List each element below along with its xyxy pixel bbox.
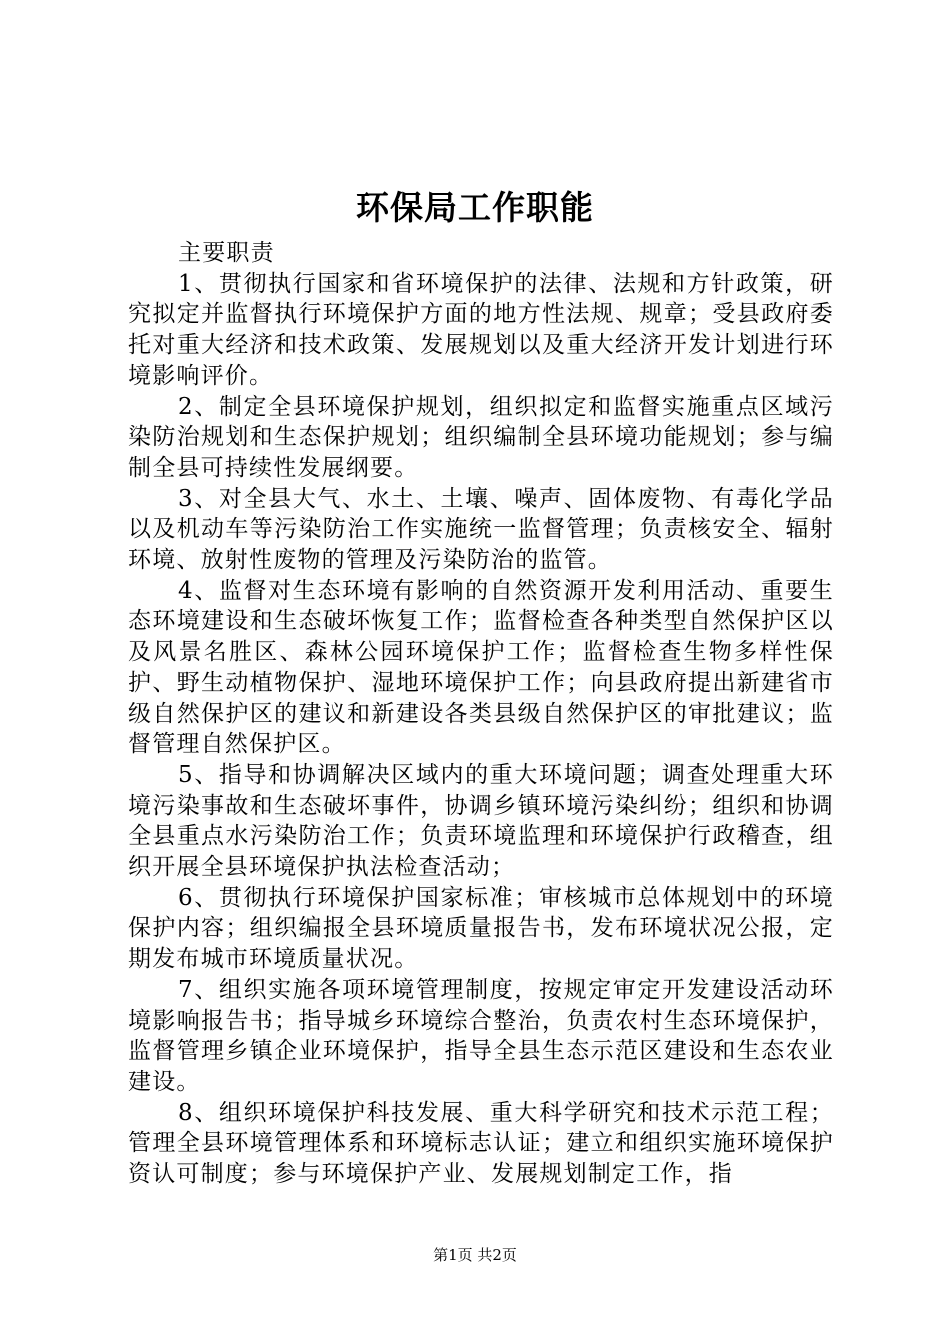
paragraph-1: 1、贯彻执行国家和省环境保护的法律、法规和方针政策，研究拟定并监督执行环境保护方面的地方性法规、规章；受县政府委托对重大经济和技术政策、发展规划以及重大经济开发计划进行环境影响评价。 <box>128 270 834 389</box>
paragraph-8: 8、组织环境保护科技发展、重大科学研究和技术示范工程；管理全县环境管理体系和环境标志认证；建立和组织实施环境保护资认可制度；参与环境保护产业、发展规划制定工作，指 <box>128 1099 834 1188</box>
paragraph-7: 7、组织实施各项环境管理制度，按规定审定开发建设活动环境影响报告书；指导城乡环境综合整治，负责农村生态环境保护，监督管理乡镇企业环境保护，指导全县生态示范区建设和生态农业建设。 <box>128 976 834 1095</box>
paragraph-2: 2、制定全县环境保护规划，组织拟定和监督实施重点区域污染防治规划和生态保护规划；组织编制全县环境功能规划；参与编制全县可持续性发展纲要。 <box>128 393 834 481</box>
paragraph-5: 5、指导和协调解决区域内的重大环境问题；调查处理重大环境污染事故和生态破坏事件，协调乡镇环境污染纠纷；组织和协调全县重点水污染防治工作；负责环境监理和环境保护行政稽查，组织开展全县环境保护执法检查活动； <box>128 761 834 881</box>
document-body <box>128 238 834 1190</box>
paragraph-6: 6、贯彻执行环境保护国家标准；审核城市总体规划中的环境保护内容；组织编报全县环境质量报告书，发布环境状况公报，定期发布城市环境质量状况。 <box>128 884 834 973</box>
document-title: 环保局工作职能 <box>356 188 594 227</box>
paragraph-3: 3、对全县大气、水土、土壤、噪声、固体废物、有毒化学品以及机动车等污染防治工作实施统一监督管理；负责核安全、辐射环境、放射性废物的管理及污染防治的监管。 <box>128 485 834 574</box>
page-indicator: 第1页 共2页 <box>433 1246 517 1264</box>
paragraph-4: 4、监督对生态环境有影响的自然资源开发利用活动、重要生态环境建设和生态破坏恢复工作；监督检查各种类型自然保护区以及风景名胜区、森林公园环境保护工作；监督检查生物多样性保护、野生动植物保护、湿地环境保护工作；向县政府提出新建省市级自然保护区的建议和新建设各类县级自然保护区的审批建议；监督管理自然保护区。 <box>128 577 834 758</box>
section-heading: 主要职责 <box>178 240 275 266</box>
